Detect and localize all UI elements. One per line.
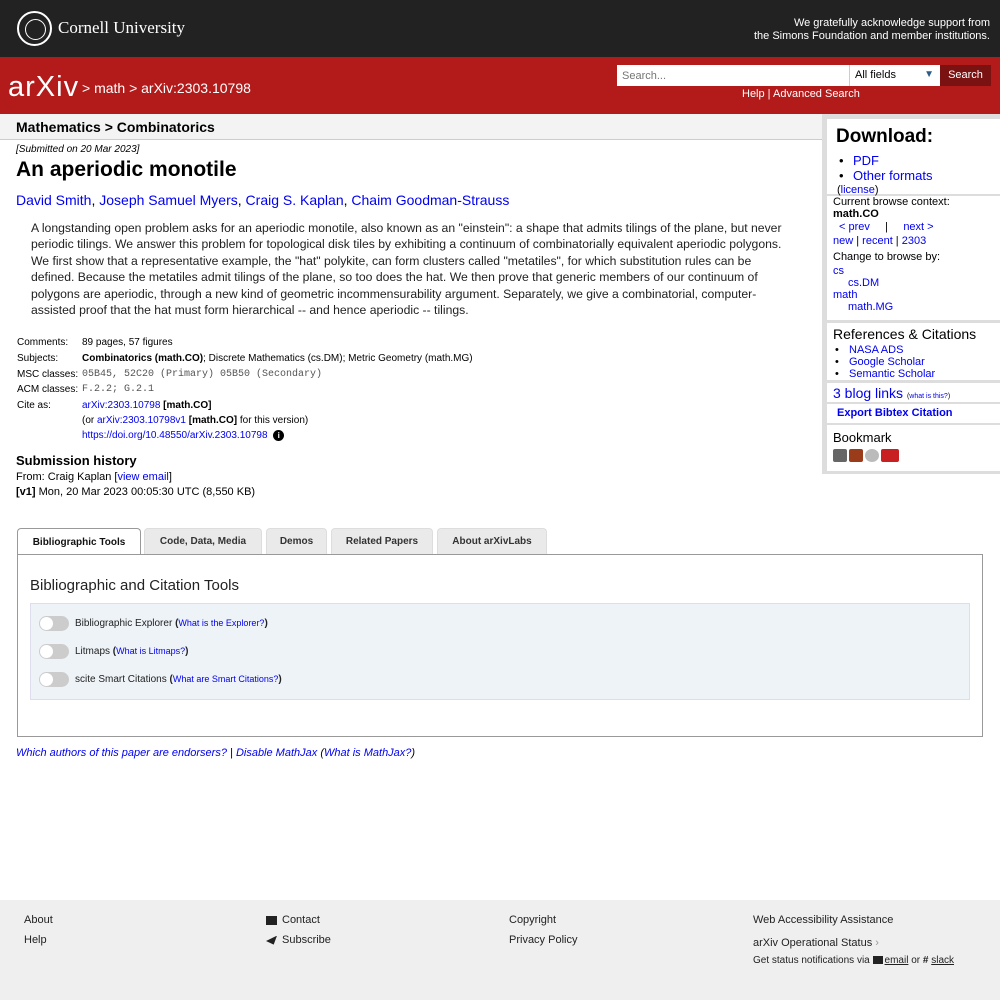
sciencewise-icon[interactable] [881, 449, 899, 462]
change-browse-label: Change to browse by: [833, 251, 941, 263]
ack-line-2: the Simons Foundation and member institutions. [753, 30, 990, 42]
new-recent: new | recent | 2303 [833, 235, 927, 247]
comments-label: Comments: [17, 337, 69, 348]
envelope-icon [266, 916, 277, 925]
browse-box [827, 196, 1000, 320]
acknowledgement [754, 17, 990, 43]
copyright-link[interactable]: Copyright [509, 914, 557, 926]
prev-next [839, 221, 934, 233]
tool-help-link[interactable]: What is Litmaps? [116, 646, 186, 656]
blog-line: 3 blog links (what is this?) [833, 385, 951, 401]
info-icon[interactable]: i [273, 430, 284, 441]
subscribe-item[interactable] [266, 934, 331, 946]
ack-line-1: We gratefully acknowledge support from [793, 17, 990, 29]
license-text: (license) [837, 184, 879, 196]
abstract: A longstanding open problem asks for an aperiodic monotile, also known as an "einstein": a shape that admits tilings of the plane, but never periodic tilings. We answer this problem for topological disk tiles by exhibiting a continuum of combinatorially equivalent aperiodic polygons. We first show that a representative example, the "hat" polykite, can form clusters called "metatiles", for which substitution rules can be defined. Because the metatiles admit tilings of the plane, so too does the hat. We then prove that generic members of our continuum of polygons are aperiodic, through a new kind of geometric incommensurability argument. Separately, we give a combinatorial, computer-assisted proof that the hat must form hierarchical -- and hence aperiodic -- tilings. [31, 221, 782, 318]
blog-box [827, 383, 1000, 402]
header-link-separator: | [764, 88, 773, 100]
tool-help-link[interactable]: What is the Explorer? [178, 618, 265, 628]
version-link[interactable]: [v1] [16, 486, 36, 498]
tab-bibliographic-tools[interactable]: Bibliographic Tools [17, 528, 141, 556]
notify-or: or [908, 955, 923, 966]
tab-demos[interactable]: Demos [266, 528, 327, 554]
cornell-banner [0, 0, 1000, 57]
next-link[interactable]: next > [903, 221, 934, 233]
submission-date: [Submitted on 20 Mar 2023] [16, 144, 140, 155]
download-list [839, 153, 932, 183]
status-link[interactable]: arXiv Operational Status [753, 937, 873, 949]
history-from-end: ] [168, 471, 172, 483]
bookmark-box [827, 425, 1000, 471]
primary-subject: Combinatorics (math.CO) [82, 353, 204, 364]
tool-help-link[interactable]: What are Smart Citations? [172, 674, 279, 684]
view-email-link[interactable]: view email [117, 471, 169, 483]
prev-link[interactable]: < prev [839, 221, 870, 233]
tab-about-arxivlabs[interactable]: About arXivLabs [437, 528, 547, 554]
other-formats-link[interactable]: Other formats [853, 168, 933, 183]
google-scholar-link[interactable]: Google Scholar [849, 356, 925, 368]
sidebar [822, 114, 1000, 474]
pdf-link[interactable]: PDF [853, 153, 879, 168]
author-link[interactable]: Craig S. Kaplan [245, 192, 344, 208]
semantic-scholar-link[interactable]: Semantic Scholar [849, 368, 936, 380]
license-link[interactable]: license [840, 184, 875, 196]
subject-header [0, 114, 822, 140]
doi-value [82, 430, 284, 441]
accessibility-link[interactable]: Web Accessibility Assistance [753, 914, 894, 926]
new-link[interactable]: new [833, 235, 854, 247]
author-link[interactable]: Joseph Samuel Myers [99, 192, 238, 208]
search-field-select[interactable] [849, 65, 940, 86]
bookmark-heading: Bookmark [833, 430, 892, 445]
download-heading: Download: [836, 126, 934, 147]
blog-links[interactable]: 3 blog links [833, 385, 904, 401]
doi-link[interactable]: https://doi.org/10.48550/arXiv.2303.10798 [82, 430, 268, 442]
reddit-icon[interactable] [865, 449, 879, 462]
privacy-link[interactable]: Privacy Policy [509, 934, 578, 946]
tool-list: Bibliographic Explorer (What is the Explorer?) Litmaps (What is Litmaps?) scite Smart Citations (What are Smart Citations?) [30, 603, 970, 700]
author-link[interactable]: David Smith [16, 192, 92, 208]
slack-icon: # [922, 955, 929, 966]
history-from-text: From: Craig Kaplan [ [16, 471, 118, 483]
tool-name: scite Smart Citations [75, 674, 167, 685]
submission-history [16, 453, 255, 498]
references-list [835, 344, 935, 380]
secondary-subjects: ; Discrete Mathematics (cs.DM); Metric Geometry (math.MG) [203, 353, 473, 364]
notify-text: Get status notifications via [753, 955, 870, 966]
scite-toggle[interactable] [39, 672, 69, 687]
subject-title: Mathematics > Combinatorics [16, 119, 215, 135]
help-link[interactable]: Help [742, 88, 765, 100]
about-link[interactable]: About [24, 914, 53, 926]
arxiv-header [0, 57, 1000, 114]
contact-link[interactable]: Contact [282, 914, 320, 926]
endorsers-line: Which authors of this paper are endorsers? | Disable MathJax (What is MathJax?) [16, 747, 416, 759]
math-mg-link[interactable]: math.MG [848, 301, 894, 313]
disable-mathjax-link[interactable]: Disable MathJax [235, 747, 318, 759]
author-link[interactable]: Chaim Goodman-Strauss [351, 192, 510, 208]
chevron-right-icon: › [875, 937, 879, 949]
cite-value [82, 400, 212, 411]
breadcrumb[interactable]: > math > arXiv:2303.10798 [82, 80, 251, 96]
tab-related-papers[interactable]: Related Papers [331, 528, 433, 554]
search-input[interactable] [617, 65, 849, 86]
email-notify-link[interactable]: email [884, 955, 909, 966]
acm-label: ACM classes: [17, 384, 79, 395]
month-link[interactable]: 2303 [901, 235, 927, 247]
nasa-ads-link[interactable]: NASA ADS [849, 344, 904, 356]
cite-v1-tail: for this version) [237, 415, 309, 426]
math-link[interactable]: math [833, 289, 858, 301]
prev-next-separator: | [885, 221, 889, 233]
tool-name: Bibliographic Explorer [75, 618, 173, 629]
panel-heading: Bibliographic and Citation Tools [30, 577, 240, 594]
history-heading: Submission history [16, 453, 137, 468]
export-bibtex-link[interactable]: Export Bibtex Citation [837, 407, 953, 419]
what-is-mathjax-link[interactable]: What is MathJax? [324, 747, 412, 759]
notify-line [753, 955, 954, 966]
history-from [16, 471, 255, 483]
endorsers-link[interactable]: Which authors of this paper are endorsers? [16, 747, 227, 759]
blog-help-link[interactable]: what is this? [909, 393, 948, 400]
history-version [16, 486, 255, 498]
cite-v1-category: [math.CO] [185, 415, 238, 426]
msc-value: 05B45, 52C20 (Primary) 05B50 (Secondary) [82, 369, 323, 380]
status-item[interactable] [753, 937, 879, 949]
context-label: Current browse context: [833, 196, 950, 208]
context-value: math.CO [833, 208, 879, 220]
bibtex-box [827, 404, 1000, 423]
author-list: David Smith, Joseph Samuel Myers, Craig S. Kaplan, Chaim Goodman-Strauss [16, 192, 510, 208]
advanced-search-link[interactable]: Advanced Search [773, 88, 860, 100]
recent-link[interactable]: recent [862, 235, 893, 247]
cs-link[interactable]: cs [833, 265, 844, 277]
subjects-label: Subjects: [17, 353, 59, 364]
cornell-seal-icon[interactable] [17, 11, 52, 46]
cite-category: [math.CO] [160, 400, 212, 411]
mendeley-icon[interactable] [849, 449, 863, 462]
subscribe-link[interactable]: Subscribe [282, 934, 331, 946]
paper-plane-icon [266, 936, 277, 945]
comments-value: 89 pages, 57 figures [82, 337, 173, 348]
cs-dm-link[interactable]: cs.DM [848, 277, 880, 289]
paper-title: An aperiodic monotile [16, 158, 237, 181]
cite-or: (or [82, 415, 97, 426]
header-links [742, 88, 860, 100]
search-field-value: All fields [855, 69, 896, 81]
tool-name: Litmaps [75, 646, 111, 657]
litmaps-toggle[interactable] [39, 644, 69, 659]
msc-label: MSC classes: [17, 369, 79, 380]
arxiv-logo[interactable]: arXiv [8, 71, 80, 103]
help-footer-link[interactable]: Help [24, 934, 47, 946]
cite-version [82, 415, 308, 426]
references-box [827, 323, 1000, 380]
acm-value: F.2.2; G.2.1 [82, 384, 155, 395]
cite-label: Cite as: [17, 400, 51, 411]
tab-panel [17, 554, 983, 737]
cornell-name[interactable]: Cornell University [58, 18, 186, 37]
search-button[interactable]: Search [940, 65, 991, 86]
slack-notify-link[interactable]: slack [931, 955, 955, 966]
endorse-separator: | [226, 747, 236, 759]
footer [0, 900, 1000, 1000]
explorer-toggle[interactable] [39, 616, 69, 631]
cite-link[interactable]: arXiv:2303.10798 [82, 400, 161, 411]
references-heading: References & Citations [833, 326, 977, 342]
contact-item[interactable] [266, 914, 320, 926]
subjects-value [82, 353, 473, 364]
cite-v1-link[interactable]: arXiv:2303.10798v1 [97, 415, 186, 426]
envelope-icon [873, 956, 883, 964]
tab-code-data-media[interactable]: Code, Data, Media [144, 528, 262, 554]
version-text: Mon, 20 Mar 2023 00:05:30 UTC (8,550 KB) [35, 486, 256, 498]
chevron-down-icon: ▼ [924, 69, 934, 80]
bibsonomy-icon[interactable] [833, 449, 847, 462]
download-box [827, 119, 1000, 194]
